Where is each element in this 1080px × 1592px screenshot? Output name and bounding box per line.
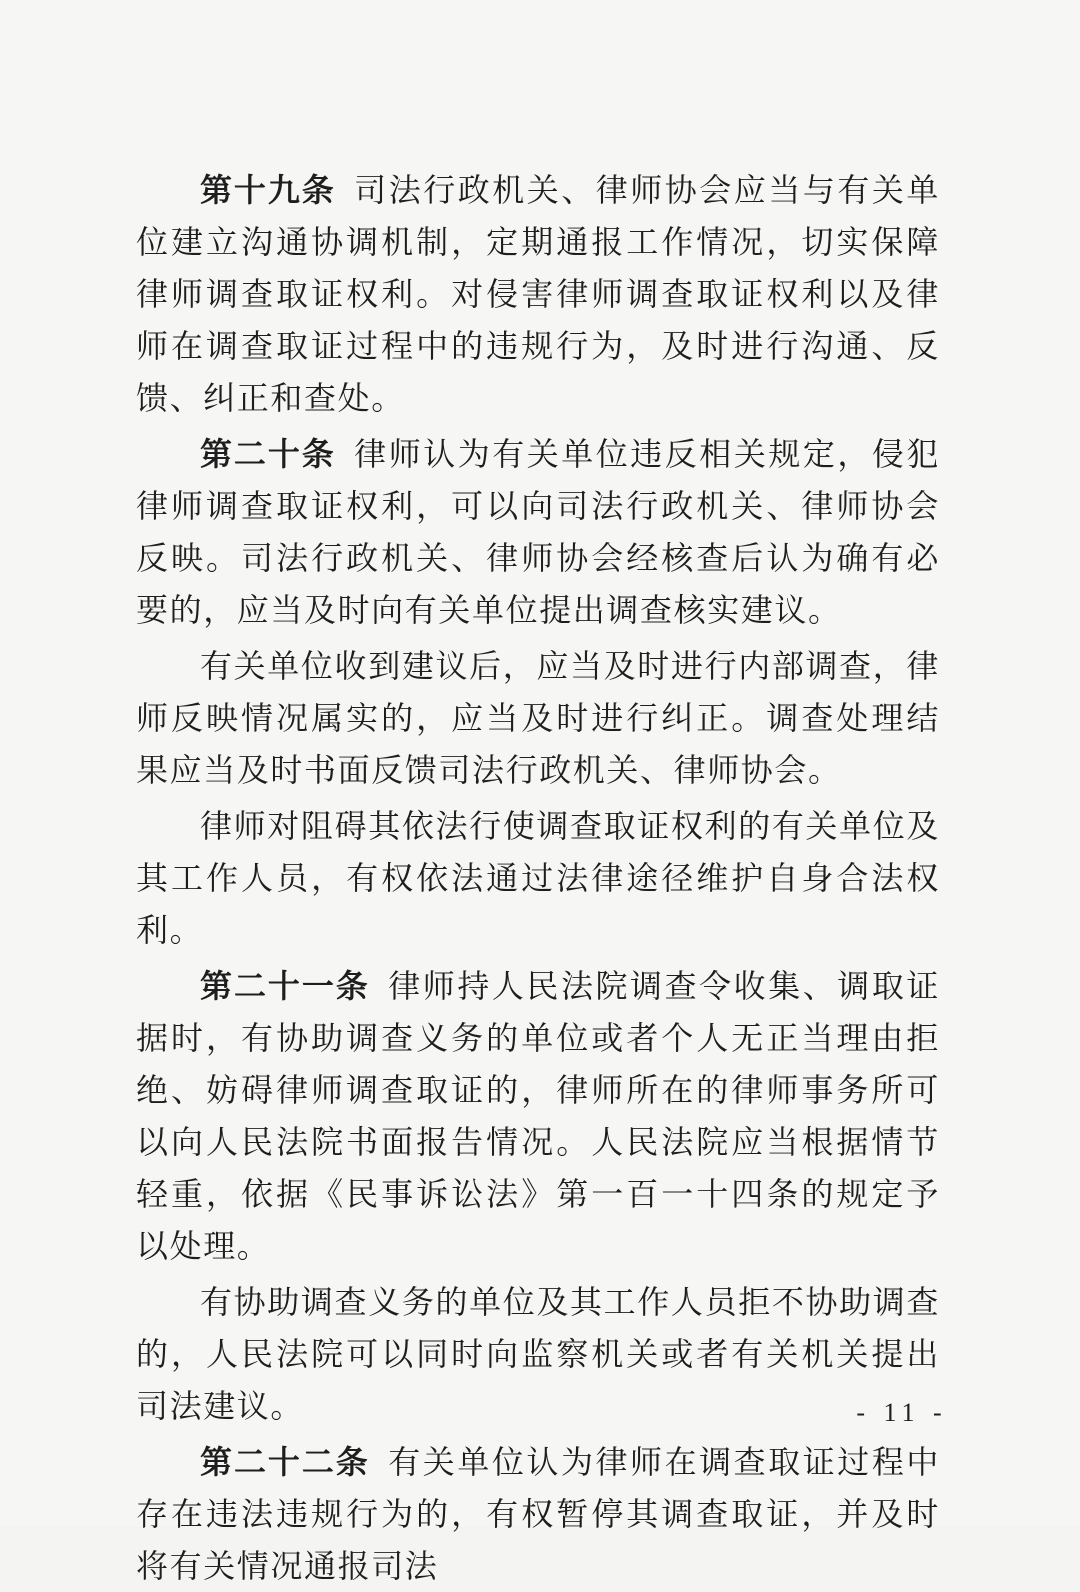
paragraph-article-20-clause-3 [136,800,940,956]
paragraph-article-19 [136,164,940,424]
paragraph-article-21-clause-2 [136,1276,940,1432]
paragraph-text: 有协助调查义务的单位及其工作人员拒不协助调查的，人民法院可以同时向监察机关或者有关机关提出司法建议。 [136,1283,940,1425]
article-heading: 第二十一条 [200,967,370,1005]
article-heading: 第二十二条 [200,1443,370,1481]
paragraph-text: 律师认为有关单位违反相关规定，侵犯律师调查取证权利，可以向司法行政机关、律师协会反映。司法行政机关、律师协会经核查后认为确有必要的，应当及时向有关单位提出调查核实建议。 [136,435,940,629]
paragraph-text: 有关单位收到建议后，应当及时进行内部调查，律师反映情况属实的，应当及时进行纠正。调查处理结果应当及时书面反馈司法行政机关、律师协会。 [136,647,940,789]
paragraph-article-22 [136,1436,940,1592]
page-number: - 11 - [856,1398,948,1427]
paragraph-article-21 [136,960,940,1272]
paragraph-article-20 [136,428,940,636]
article-heading: 第十九条 [200,171,336,209]
paragraph-text: 律师持人民法院调查令收集、调取证据时，有协助调查义务的单位或者个人无正当理由拒绝、妨碍律师调查取证的，律师所在的律师事务所可以向人民法院书面报告情况。人民法院应当根据情节轻重，依据《民事诉讼法》第一百一十四条的规定予以处理。 [136,967,940,1265]
paragraph-text: 律师对阻碍其依法行使调查取证权利的有关单位及其工作人员，有权依法通过法律途径维护自身合法权利。 [136,807,940,949]
paragraph-text: 司法行政机关、律师协会应当与有关单位建立沟通协调机制，定期通报工作情况，切实保障律师调查取证权利。对侵害律师调查取证权利以及律师在调查取证过程中的违规行为，及时进行沟通、反馈、纠正和查处。 [136,171,940,417]
paragraph-article-20-clause-2 [136,640,940,796]
article-heading: 第二十条 [200,435,336,473]
document-body [136,164,940,1592]
paragraph-text: 有关单位认为律师在调查取证过程中存在违法违规行为的，有权暂停其调查取证，并及时将有关情况通报司法 [136,1443,940,1585]
